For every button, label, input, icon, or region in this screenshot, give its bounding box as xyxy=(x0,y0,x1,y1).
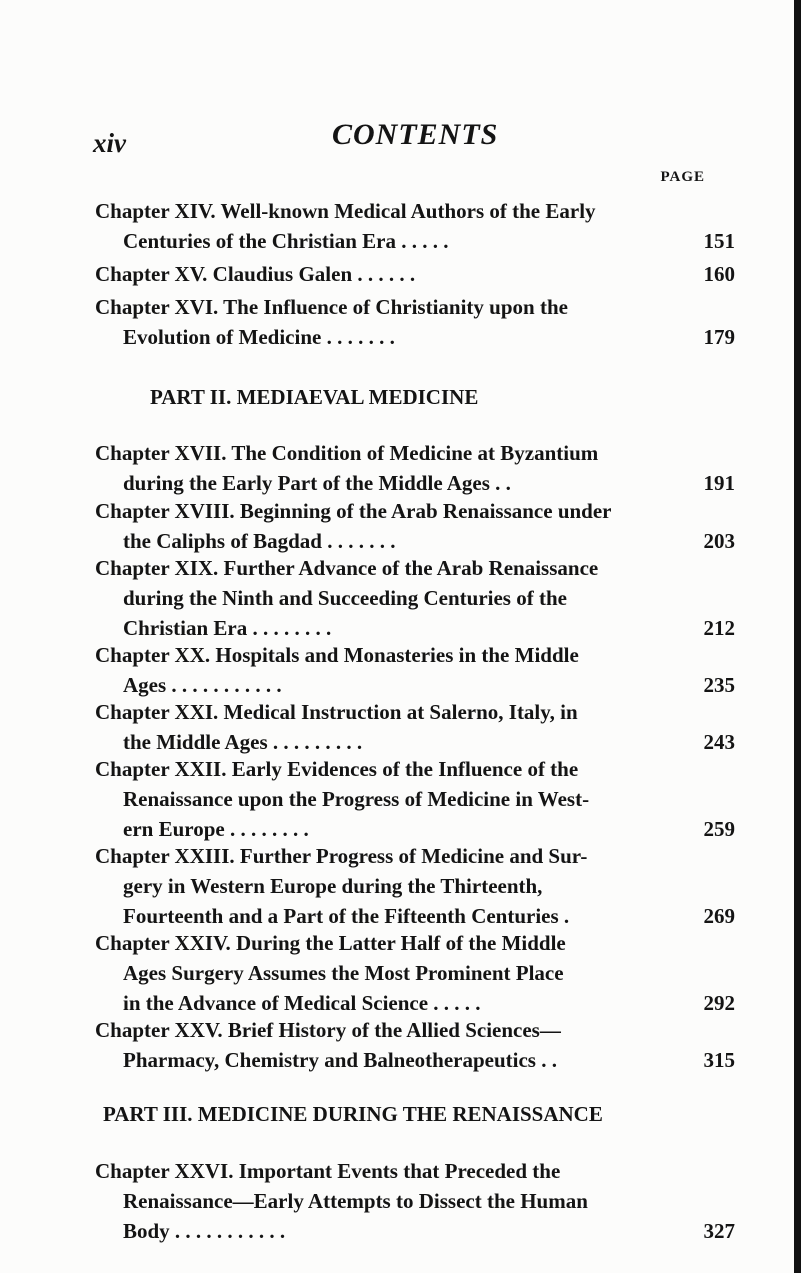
toc-entry-chapter-xxi xyxy=(95,697,735,757)
toc-entry-chapter-xxiv xyxy=(95,928,735,1018)
entry-page-number: 191 xyxy=(703,471,735,495)
entry-page-number: 179 xyxy=(703,325,735,349)
entry-line: in the Advance of Medical Science . . . . . xyxy=(123,991,481,1015)
entry-line: Chapter XXIII. Further Progress of Medicine and Sur- xyxy=(95,844,588,868)
page-number: xiv xyxy=(93,128,126,158)
entry-line: the Caliphs of Bagdad . . . . . . . xyxy=(123,529,396,553)
entry-page-number: 235 xyxy=(703,673,735,697)
entry-line: Chapter XXV. Brief History of the Allied Sciences— xyxy=(95,1018,561,1042)
entry-page-number: 327 xyxy=(703,1219,735,1243)
toc-entry-chapter-xvii xyxy=(95,438,735,498)
toc-entry-chapter-xxvi xyxy=(95,1156,735,1246)
entry-line: Renaissance upon the Progress of Medicine in West- xyxy=(123,787,590,811)
entry-page-number: 160 xyxy=(703,262,735,286)
toc-entry-chapter-xix xyxy=(95,553,735,643)
entry-line: Body . . . . . . . . . . . xyxy=(123,1219,286,1243)
entry-line: Chapter XVI. The Influence of Christianity upon the xyxy=(95,295,568,319)
entry-line: the Middle Ages . . . . . . . . . xyxy=(123,730,363,754)
entry-line: Chapter XIV. Well-known Medical Authors of the Early xyxy=(95,199,596,223)
entry-line: Chapter XXI. Medical Instruction at Salerno, Italy, in xyxy=(95,700,578,724)
entry-page-number: 292 xyxy=(703,991,735,1015)
toc-entry-chapter-xxii xyxy=(95,754,735,844)
running-head: CONTENTS xyxy=(332,118,499,151)
toc-entry-chapter-xv xyxy=(95,259,735,289)
entry-line: Fourteenth and a Part of the Fifteenth Centuries . xyxy=(123,904,570,928)
entry-line: Ages Surgery Assumes the Most Prominent Place xyxy=(123,961,564,985)
entry-page-number: 212 xyxy=(703,616,735,640)
page-column-label: PAGE xyxy=(660,169,705,185)
entry-line: ern Europe . . . . . . . . xyxy=(123,817,309,841)
entry-page-number: 315 xyxy=(703,1048,735,1072)
entry-line: Chapter XXVI. Important Events that Preceded the xyxy=(95,1159,561,1183)
entry-line: Centuries of the Christian Era . . . . . xyxy=(123,229,449,253)
entry-page-number: 259 xyxy=(703,817,735,841)
entry-line: Chapter XV. Claudius Galen . . . . . . xyxy=(95,262,416,286)
entry-page-number: 151 xyxy=(703,229,735,253)
entry-line: Chapter XVIII. Beginning of the Arab Renaissance under xyxy=(95,499,612,523)
part-heading-ii: PART II. MEDIAEVAL MEDICINE xyxy=(150,385,479,409)
toc-entry-chapter-xvi xyxy=(95,292,735,352)
entry-page-number: 203 xyxy=(703,529,735,553)
entry-line: Chapter XXII. Early Evidences of the Influence of the xyxy=(95,757,579,781)
entry-line: gery in Western Europe during the Thirteenth, xyxy=(123,874,543,898)
entry-line: Renaissance—Early Attempts to Dissect the Human xyxy=(123,1189,588,1213)
entry-page-number: 269 xyxy=(703,904,735,928)
toc-entry-chapter-xxiii xyxy=(95,841,735,931)
entry-line: during the Ninth and Succeeding Centuries of the xyxy=(123,586,567,610)
entry-line: Evolution of Medicine . . . . . . . xyxy=(123,325,395,349)
part-heading-iii: PART III. MEDICINE DURING THE RENAISSANCE xyxy=(103,1102,603,1126)
entry-line: Chapter XIX. Further Advance of the Arab Renaissance xyxy=(95,556,599,580)
entry-line: Christian Era . . . . . . . . xyxy=(123,616,332,640)
toc-entry-chapter-xx xyxy=(95,640,735,700)
page-edge-shadow xyxy=(794,0,801,1273)
entry-line: Chapter XXIV. During the Latter Half of the Middle xyxy=(95,931,566,955)
toc-entry-chapter-xxv xyxy=(95,1015,735,1075)
toc-entry-chapter-xiv xyxy=(95,196,735,256)
entry-line: during the Early Part of the Middle Ages . . xyxy=(123,471,511,495)
entry-line: Chapter XX. Hospitals and Monasteries in the Middle xyxy=(95,643,579,667)
entry-line: Pharmacy, Chemistry and Balneotherapeutics . . xyxy=(123,1048,557,1072)
entry-line: Chapter XVII. The Condition of Medicine at Byzantium xyxy=(95,441,599,465)
toc-entry-chapter-xviii xyxy=(95,496,735,556)
entry-page-number: 243 xyxy=(703,730,735,754)
entry-line: Ages . . . . . . . . . . . xyxy=(123,673,282,697)
